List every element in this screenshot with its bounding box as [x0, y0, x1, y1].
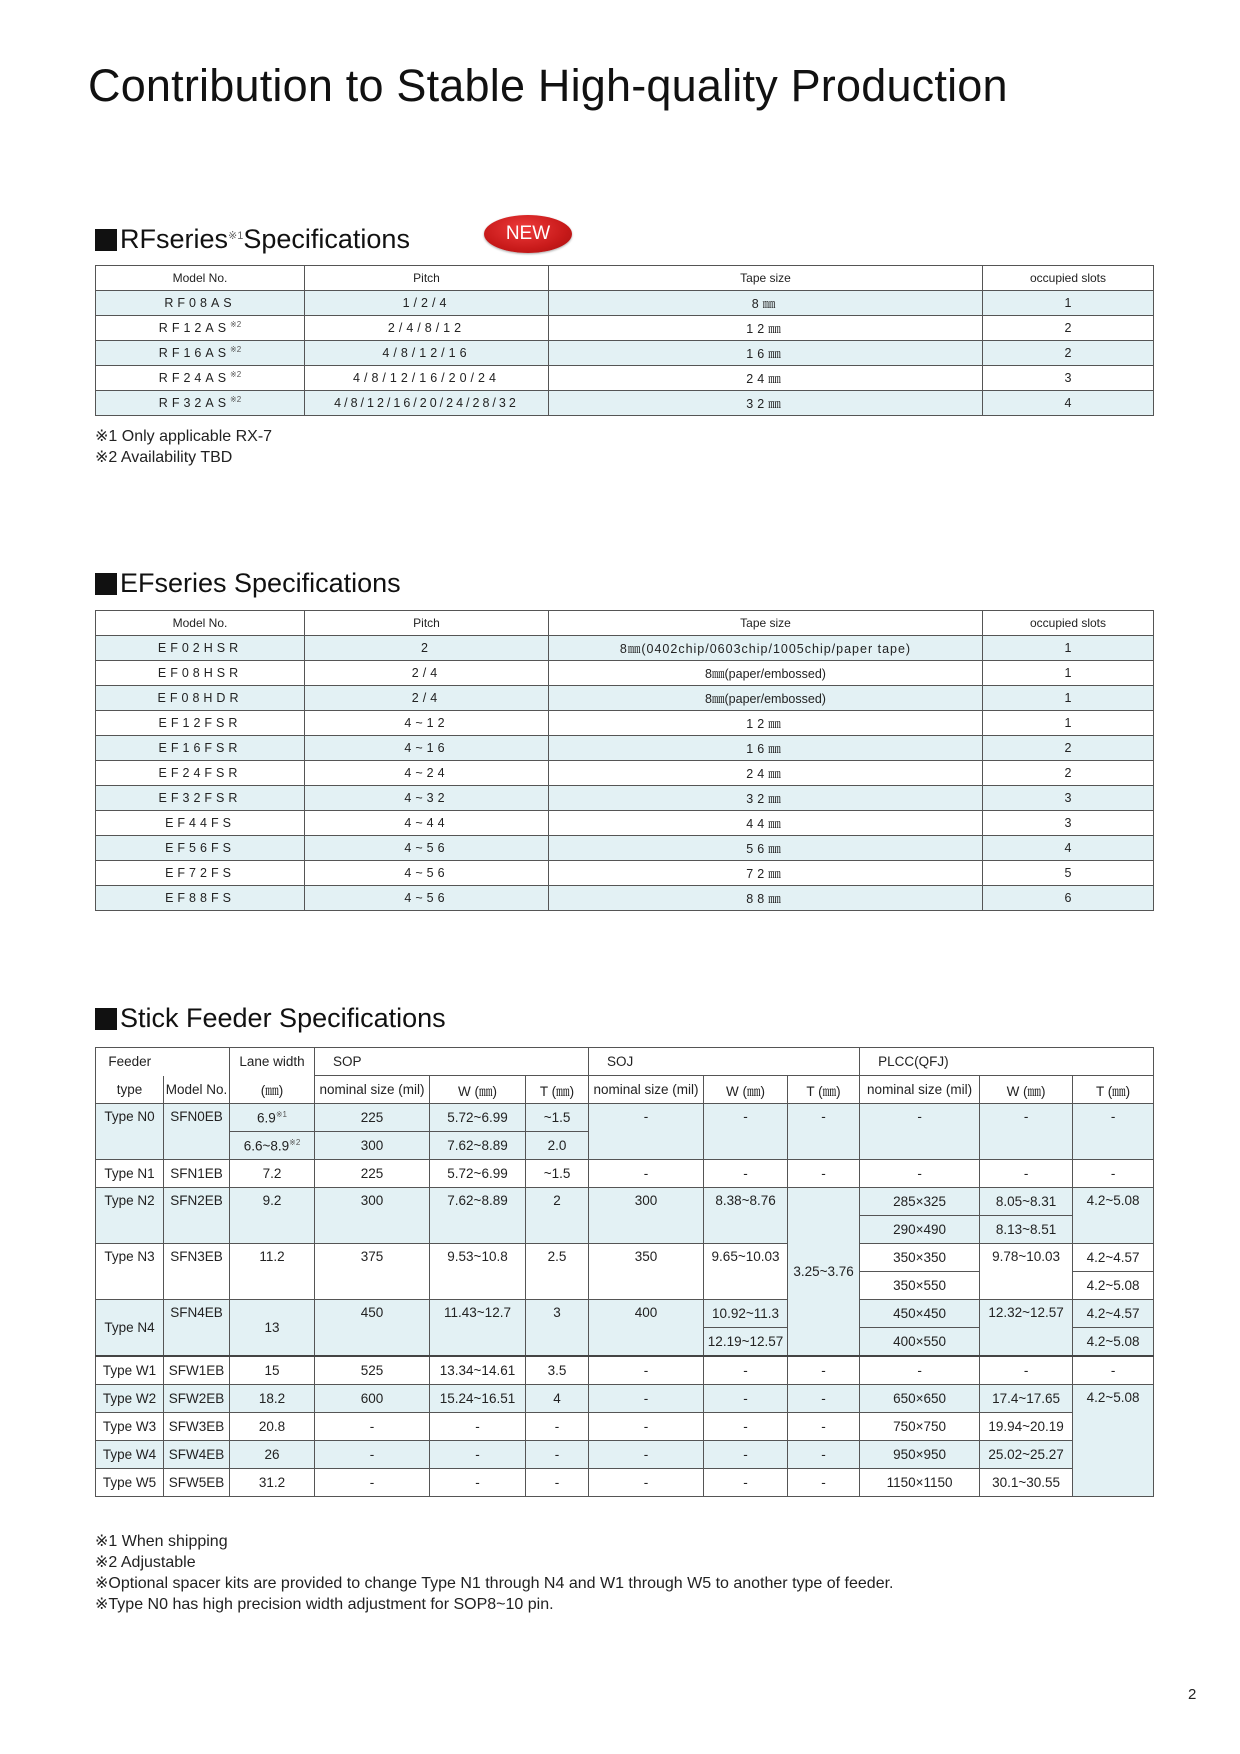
slots-cell: 5	[983, 861, 1154, 886]
model-cell: EF32FSR	[96, 786, 305, 811]
slots-cell: 3	[983, 366, 1154, 391]
soj-w-cell: -	[704, 1356, 788, 1385]
plcc-w-cell: -	[980, 1104, 1073, 1160]
lane-cell: 15	[230, 1356, 315, 1385]
sop-w-cell: -	[430, 1441, 526, 1469]
type-cell: Type W1	[96, 1356, 164, 1385]
soj-t-cell: -	[788, 1441, 860, 1469]
header-sop-t: T (㎜)	[526, 1076, 589, 1104]
table-row	[96, 836, 1154, 861]
plcc-nominal-cell: 650×650	[860, 1385, 980, 1413]
table-row	[96, 736, 1154, 761]
table-header-row	[96, 611, 1154, 636]
sop-t-cell: ~1.5	[526, 1104, 589, 1132]
tape-cell: 44㎜	[549, 811, 983, 836]
new-badge: NEW	[484, 215, 572, 253]
plcc-nominal-cell: -	[860, 1356, 980, 1385]
pitch-cell: 4~56	[305, 886, 549, 911]
header-feeder: Feeder	[96, 1048, 164, 1076]
plcc-t-cell: 4.2~4.57	[1073, 1300, 1154, 1328]
section-square-marker	[95, 573, 117, 595]
model-cell: SFW2EB	[164, 1385, 230, 1413]
header-soj-nominal: nominal size (mil)	[589, 1076, 704, 1104]
header-plcc-w: W (㎜)	[980, 1076, 1073, 1104]
sop-w-cell: 7.62~8.89	[430, 1188, 526, 1244]
plcc-t-cell: -	[1073, 1160, 1154, 1188]
header-slots: occupied slots	[983, 266, 1154, 291]
type-cell: Type N2	[96, 1188, 164, 1244]
model-text: RF32AS	[158, 396, 231, 411]
note-ref: ※2	[230, 345, 242, 355]
plcc-w-cell: 12.32~12.57	[980, 1300, 1073, 1357]
plcc-w-cell: 8.05~8.31	[980, 1188, 1073, 1216]
model-cell: SFN2EB	[164, 1188, 230, 1244]
slots-cell: 1	[983, 711, 1154, 736]
plcc-w-cell: 17.4~17.65	[980, 1385, 1073, 1413]
lane-cell: 26	[230, 1441, 315, 1469]
sop-t-cell: -	[526, 1413, 589, 1441]
tape-cell: 16㎜	[549, 341, 983, 366]
pitch-cell: 4/8/12/16/20/24/28/32	[305, 391, 549, 416]
plcc-nominal-cell: 400×550	[860, 1328, 980, 1357]
header-slots: occupied slots	[983, 611, 1154, 636]
soj-nominal-cell: -	[589, 1441, 704, 1469]
soj-t-cell: -	[788, 1356, 860, 1385]
table-row	[96, 1300, 1154, 1328]
sop-w-cell: 11.43~12.7	[430, 1300, 526, 1357]
model-cell	[96, 341, 305, 366]
slots-cell: 1	[983, 636, 1154, 661]
pitch-cell: 2/4/8/12	[305, 316, 549, 341]
note-line: ※2 Availability TBD	[95, 449, 233, 466]
sop-w-cell: 15.24~16.51	[430, 1385, 526, 1413]
sop-w-cell: 13.34~14.61	[430, 1356, 526, 1385]
sop-nominal-cell: 450	[315, 1300, 430, 1357]
soj-nominal-cell: 350	[589, 1244, 704, 1300]
sop-w-cell: 5.72~6.99	[430, 1104, 526, 1132]
type-cell: Type W5	[96, 1469, 164, 1497]
header-model: Model No.	[96, 266, 305, 291]
ef-spec-table	[95, 610, 1154, 911]
plcc-t-cell: -	[1073, 1104, 1154, 1160]
table-row	[96, 636, 1154, 661]
note-ref: ※2	[289, 1137, 301, 1147]
model-cell	[96, 391, 305, 416]
section-square-marker	[95, 229, 117, 251]
slots-cell: 3	[983, 811, 1154, 836]
table-row	[96, 711, 1154, 736]
model-cell: SFN0EB	[164, 1104, 230, 1160]
lane-value: 6.6~8.9	[243, 1138, 290, 1154]
model-cell: EF02HSR	[96, 636, 305, 661]
header-blank	[164, 1048, 230, 1076]
sop-t-cell: 3.5	[526, 1356, 589, 1385]
plcc-t-cell: 4.2~4.57	[1073, 1244, 1154, 1272]
lane-cell: 7.2	[230, 1160, 315, 1188]
sop-nominal-cell: 300	[315, 1132, 430, 1160]
pitch-cell: 2	[305, 636, 549, 661]
header-sop-w: W (㎜)	[430, 1076, 526, 1104]
soj-w-cell: -	[704, 1160, 788, 1188]
pitch-cell: 2/4	[305, 686, 549, 711]
table-row	[96, 861, 1154, 886]
lane-cell	[230, 1132, 315, 1160]
model-text: RF12AS	[158, 321, 231, 336]
type-cell: Type W2	[96, 1385, 164, 1413]
table-row	[96, 786, 1154, 811]
table-header-row	[96, 1048, 1154, 1076]
pitch-cell: 4~16	[305, 736, 549, 761]
type-cell: Type W4	[96, 1441, 164, 1469]
header-pitch: Pitch	[305, 611, 549, 636]
plcc-nominal-cell: 950×950	[860, 1441, 980, 1469]
plcc-t-cell: 4.2~5.08	[1073, 1272, 1154, 1300]
soj-w-cell: 10.92~11.3	[704, 1300, 788, 1328]
model-cell	[96, 316, 305, 341]
table-row	[96, 761, 1154, 786]
table-row	[96, 366, 1154, 391]
stick-notes	[95, 1531, 893, 1615]
rf-spec-table	[95, 265, 1154, 416]
plcc-t-merged-cell: 4.2~5.08	[1073, 1385, 1154, 1497]
table-row	[96, 341, 1154, 366]
plcc-w-cell: 25.02~25.27	[980, 1441, 1073, 1469]
note-ref: ※2	[230, 370, 242, 380]
soj-w-cell: 8.38~8.76	[704, 1188, 788, 1244]
table-row	[96, 1441, 1154, 1469]
plcc-w-cell: 9.78~10.03	[980, 1244, 1073, 1300]
pitch-cell: 4~56	[305, 861, 549, 886]
soj-t-cell: -	[788, 1160, 860, 1188]
soj-t-cell: -	[788, 1385, 860, 1413]
tape-cell: 72㎜	[549, 861, 983, 886]
pitch-cell: 2/4	[305, 661, 549, 686]
plcc-nominal-cell: -	[860, 1160, 980, 1188]
rf-title-note-ref: ※1	[228, 230, 244, 242]
slots-cell: 1	[983, 291, 1154, 316]
sop-nominal-cell: 225	[315, 1160, 430, 1188]
type-cell: Type N4	[96, 1300, 164, 1357]
slots-cell: 4	[983, 391, 1154, 416]
soj-w-cell: 9.65~10.03	[704, 1244, 788, 1300]
slots-cell: 2	[983, 761, 1154, 786]
table-row	[96, 316, 1154, 341]
type-cell: Type W3	[96, 1413, 164, 1441]
plcc-t-cell: -	[1073, 1356, 1154, 1385]
plcc-w-cell: 30.1~30.55	[980, 1469, 1073, 1497]
ef-title-text: EFseries Specifications	[120, 568, 401, 598]
table-row	[96, 886, 1154, 911]
header-lane: Lane width	[230, 1048, 315, 1076]
table-row	[96, 1385, 1154, 1413]
slots-cell: 4	[983, 836, 1154, 861]
tape-cell: 8㎜(0402chip/0603chip/1005chip/paper tape)	[549, 636, 983, 661]
rf-title-main: RFseries	[120, 224, 229, 254]
plcc-t-cell: 4.2~5.08	[1073, 1188, 1154, 1244]
model-cell: EF44FS	[96, 811, 305, 836]
slots-cell: 2	[983, 736, 1154, 761]
model-cell: SFN1EB	[164, 1160, 230, 1188]
plcc-nominal-cell: 450×450	[860, 1300, 980, 1328]
model-cell: EF72FS	[96, 861, 305, 886]
sop-t-cell: 2.0	[526, 1132, 589, 1160]
tape-cell: 32㎜	[549, 786, 983, 811]
note-line: ※Type N0 has high precision width adjustment for SOP8~10 pin.	[95, 1596, 554, 1613]
pitch-cell: 4~56	[305, 836, 549, 861]
model-cell: EF08HDR	[96, 686, 305, 711]
lane-value: 6.9	[257, 1110, 276, 1126]
slots-cell: 1	[983, 686, 1154, 711]
tape-cell: 24㎜	[549, 366, 983, 391]
soj-nominal-cell: -	[589, 1413, 704, 1441]
note-line: ※Optional spacer kits are provided to change Type N1 through N4 and W1 through W5 to another type of feeder.	[95, 1575, 894, 1592]
sop-nominal-cell: -	[315, 1413, 430, 1441]
tape-cell: 56㎜	[549, 836, 983, 861]
note-line: ※2 Adjustable	[95, 1554, 196, 1571]
note-line: ※1 When shipping	[95, 1533, 228, 1550]
tape-cell: 32㎜	[549, 391, 983, 416]
type-cell: Type N1	[96, 1160, 164, 1188]
ef-section-title	[95, 568, 401, 599]
soj-nominal-cell: -	[589, 1469, 704, 1497]
header-soj-w: W (㎜)	[704, 1076, 788, 1104]
model-cell: SFW5EB	[164, 1469, 230, 1497]
header-soj: SOJ	[589, 1048, 860, 1076]
model-cell: EF56FS	[96, 836, 305, 861]
model-cell: SFW4EB	[164, 1441, 230, 1469]
soj-t-cell: -	[788, 1104, 860, 1160]
plcc-nominal-cell: 750×750	[860, 1413, 980, 1441]
table-row	[96, 291, 1154, 316]
tape-cell: 8㎜(paper/embossed)	[549, 686, 983, 711]
slots-cell: 6	[983, 886, 1154, 911]
model-cell: SFW1EB	[164, 1356, 230, 1385]
tape-cell: 88㎜	[549, 886, 983, 911]
model-cell: EF16FSR	[96, 736, 305, 761]
soj-nominal-cell: -	[589, 1385, 704, 1413]
soj-nominal-cell: -	[589, 1104, 704, 1160]
header-plcc-nominal: nominal size (mil)	[860, 1076, 980, 1104]
model-text: RF16AS	[158, 346, 231, 361]
soj-nominal-cell: -	[589, 1160, 704, 1188]
soj-w-cell: -	[704, 1413, 788, 1441]
rf-section-title	[95, 224, 410, 255]
model-cell: EF12FSR	[96, 711, 305, 736]
pitch-cell: 4~12	[305, 711, 549, 736]
sop-t-cell: -	[526, 1469, 589, 1497]
header-type: type	[96, 1076, 164, 1104]
soj-t-cell: -	[788, 1469, 860, 1497]
table-row	[96, 1104, 1154, 1132]
pitch-cell: 1/2/4	[305, 291, 549, 316]
plcc-nominal-cell: 350×350	[860, 1244, 980, 1272]
header-pitch: Pitch	[305, 266, 549, 291]
soj-w-cell: -	[704, 1104, 788, 1160]
pitch-cell: 4/8/12/16	[305, 341, 549, 366]
table-row	[96, 1469, 1154, 1497]
type-cell: Type N3	[96, 1244, 164, 1300]
pitch-cell: 4~32	[305, 786, 549, 811]
sop-t-cell: 2.5	[526, 1244, 589, 1300]
model-cell: EF24FSR	[96, 761, 305, 786]
plcc-nominal-cell: 285×325	[860, 1188, 980, 1216]
lane-cell: 9.2	[230, 1188, 315, 1244]
tape-cell: 24㎜	[549, 761, 983, 786]
sop-t-cell: -	[526, 1441, 589, 1469]
sop-nominal-cell: 375	[315, 1244, 430, 1300]
header-plcc: PLCC(QFJ)	[860, 1048, 1154, 1076]
slots-cell: 3	[983, 786, 1154, 811]
soj-w-cell: -	[704, 1469, 788, 1497]
plcc-nominal-cell: 290×490	[860, 1216, 980, 1244]
table-row	[96, 661, 1154, 686]
model-cell: SFN4EB	[164, 1300, 230, 1357]
lane-cell: 13	[230, 1300, 315, 1357]
lane-cell: 31.2	[230, 1469, 315, 1497]
table-row	[96, 1188, 1154, 1216]
plcc-nominal-cell: 1150×1150	[860, 1469, 980, 1497]
soj-nominal-cell: 400	[589, 1300, 704, 1357]
sop-nominal-cell: 525	[315, 1356, 430, 1385]
slots-cell: 2	[983, 316, 1154, 341]
model-text: RF08AS	[164, 296, 236, 310]
note-ref: ※2	[230, 320, 242, 330]
rf-title-rest: Specifications	[243, 224, 410, 254]
slots-cell: 2	[983, 341, 1154, 366]
sop-w-cell: -	[430, 1413, 526, 1441]
plcc-w-cell: -	[980, 1356, 1073, 1385]
sop-nominal-cell: 300	[315, 1188, 430, 1244]
plcc-w-cell: 8.13~8.51	[980, 1216, 1073, 1244]
type-cell: Type N0	[96, 1104, 164, 1160]
pitch-cell: 4~24	[305, 761, 549, 786]
soj-nominal-cell: 300	[589, 1188, 704, 1244]
sop-nominal-cell: -	[315, 1441, 430, 1469]
sop-t-cell: ~1.5	[526, 1160, 589, 1188]
sop-w-cell: 5.72~6.99	[430, 1160, 526, 1188]
plcc-w-cell: 19.94~20.19	[980, 1413, 1073, 1441]
header-plcc-t: T (㎜)	[1073, 1076, 1154, 1104]
table-row	[96, 391, 1154, 416]
model-cell: EF08HSR	[96, 661, 305, 686]
table-row	[96, 1160, 1154, 1188]
sop-nominal-cell: -	[315, 1469, 430, 1497]
rf-notes	[95, 426, 272, 468]
lane-cell	[230, 1104, 315, 1132]
sop-w-cell: 9.53~10.8	[430, 1244, 526, 1300]
lane-cell: 11.2	[230, 1244, 315, 1300]
lane-cell: 20.8	[230, 1413, 315, 1441]
soj-w-cell: -	[704, 1385, 788, 1413]
stick-title-text: Stick Feeder Specifications	[120, 1003, 446, 1033]
model-cell: SFW3EB	[164, 1413, 230, 1441]
table-header-row	[96, 1076, 1154, 1104]
model-cell: SFN3EB	[164, 1244, 230, 1300]
note-line: ※1 Only applicable RX-7	[95, 428, 273, 445]
plcc-t-cell: 4.2~5.08	[1073, 1328, 1154, 1357]
soj-nominal-cell: -	[589, 1356, 704, 1385]
table-row	[96, 1356, 1154, 1385]
soj-t-merged-cell: 3.25~3.76	[788, 1188, 860, 1357]
table-row	[96, 686, 1154, 711]
sop-nominal-cell: 225	[315, 1104, 430, 1132]
note-ref: ※1	[275, 1109, 287, 1119]
soj-w-cell: -	[704, 1441, 788, 1469]
sop-t-cell: 2	[526, 1188, 589, 1244]
sop-nominal-cell: 600	[315, 1385, 430, 1413]
page-title: Contribution to Stable High-quality Production	[88, 60, 1008, 111]
lane-cell: 18.2	[230, 1385, 315, 1413]
tape-cell: 16㎜	[549, 736, 983, 761]
stick-section-title	[95, 1003, 446, 1034]
header-model: Model No.	[164, 1076, 230, 1104]
tape-cell: 12㎜	[549, 316, 983, 341]
tape-cell: 8㎜(paper/embossed)	[549, 661, 983, 686]
sop-t-cell: 3	[526, 1300, 589, 1357]
sop-t-cell: 4	[526, 1385, 589, 1413]
tape-cell: 8㎜	[549, 291, 983, 316]
header-tape: Tape size	[549, 611, 983, 636]
soj-t-cell: -	[788, 1413, 860, 1441]
soj-w-cell: 12.19~12.57	[704, 1328, 788, 1357]
plcc-w-cell: -	[980, 1160, 1073, 1188]
table-header-row	[96, 266, 1154, 291]
model-cell	[96, 291, 305, 316]
sop-w-cell: 7.62~8.89	[430, 1132, 526, 1160]
table-row	[96, 1244, 1154, 1272]
model-text: RF24AS	[158, 371, 231, 386]
header-tape: Tape size	[549, 266, 983, 291]
section-square-marker	[95, 1008, 117, 1030]
plcc-nominal-cell: -	[860, 1104, 980, 1160]
tape-cell: 12㎜	[549, 711, 983, 736]
note-ref: ※2	[230, 395, 242, 405]
header-lane-unit: (㎜)	[230, 1076, 315, 1104]
pitch-cell: 4/8/12/16/20/24	[305, 366, 549, 391]
table-row	[96, 1413, 1154, 1441]
page-number: 2	[1188, 1686, 1197, 1703]
header-sop-nominal: nominal size (mil)	[315, 1076, 430, 1104]
pitch-cell: 4~44	[305, 811, 549, 836]
table-row	[96, 811, 1154, 836]
model-cell	[96, 366, 305, 391]
slots-cell: 1	[983, 661, 1154, 686]
stick-spec-table	[95, 1047, 1154, 1497]
header-model: Model No.	[96, 611, 305, 636]
plcc-nominal-cell: 350×550	[860, 1272, 980, 1300]
header-sop: SOP	[315, 1048, 589, 1076]
sop-w-cell: -	[430, 1469, 526, 1497]
model-cell: EF88FS	[96, 886, 305, 911]
header-soj-t: T (㎜)	[788, 1076, 860, 1104]
